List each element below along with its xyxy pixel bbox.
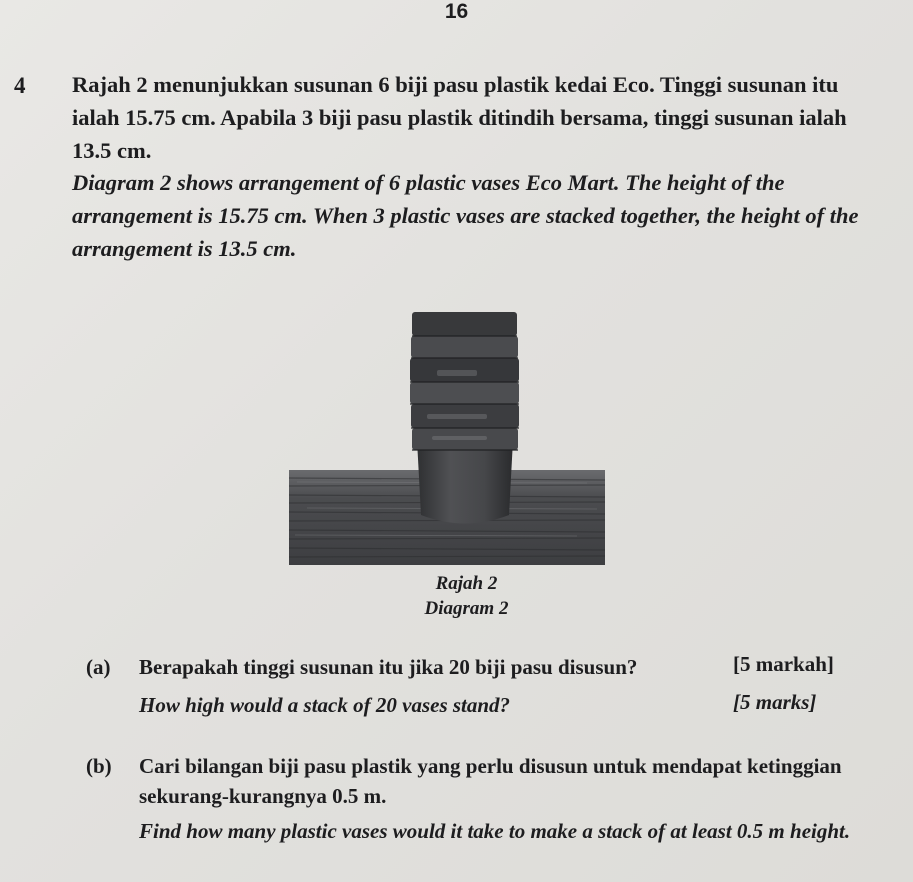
part-b-text-english: Find how many plastic vases would it take to make a stack of at least 0.5 m height. <box>139 819 851 843</box>
part-a-marks-english: [5 marks] <box>733 690 817 714</box>
vase-rim-2 <box>411 336 518 358</box>
part-b-text-malay: Cari bilangan biji pasu plastik yang perlu disusun untuk mendapat ketinggian sekurang-kurangnya 0.5 m. <box>139 754 842 808</box>
part-a-marks-malay: [5 markah] <box>733 652 834 676</box>
question-text-malay: Rajah 2 menunjukkan susunan 6 biji pasu plastik kedai Eco. Tinggi susunan itu ialah 15.75 cm. Apabila 3 biji pasu plastik ditindih bersama, tinggi susunan ialah 13.5 cm. <box>72 72 847 163</box>
vase-rim-1 <box>412 312 517 336</box>
part-b-label: (b) <box>86 754 112 778</box>
part-a-text-malay: Berapakah tinggi susunan itu jika 20 biji pasu disusun? <box>139 655 638 679</box>
vase-stack <box>410 312 519 524</box>
figure-caption-malay: Rajah 2 <box>435 573 498 594</box>
vase-rim-4 <box>410 382 519 404</box>
stacked-vases-figure <box>287 310 607 565</box>
page-number: 16 <box>444 0 469 23</box>
part-a-text-english: How high would a stack of 20 vases stand? <box>139 693 511 717</box>
question-text-english: Diagram 2 shows arrangement of 6 plastic vases Eco Mart. The height of the arrangement is 15.75 cm. When 3 plastic vases are stacked together, the height of the arrangement is 13.5 cm. <box>72 170 859 261</box>
question-number: 4 <box>14 73 26 98</box>
part-a-label: (a) <box>86 655 111 679</box>
figure-caption-english: Diagram 2 <box>424 598 509 619</box>
